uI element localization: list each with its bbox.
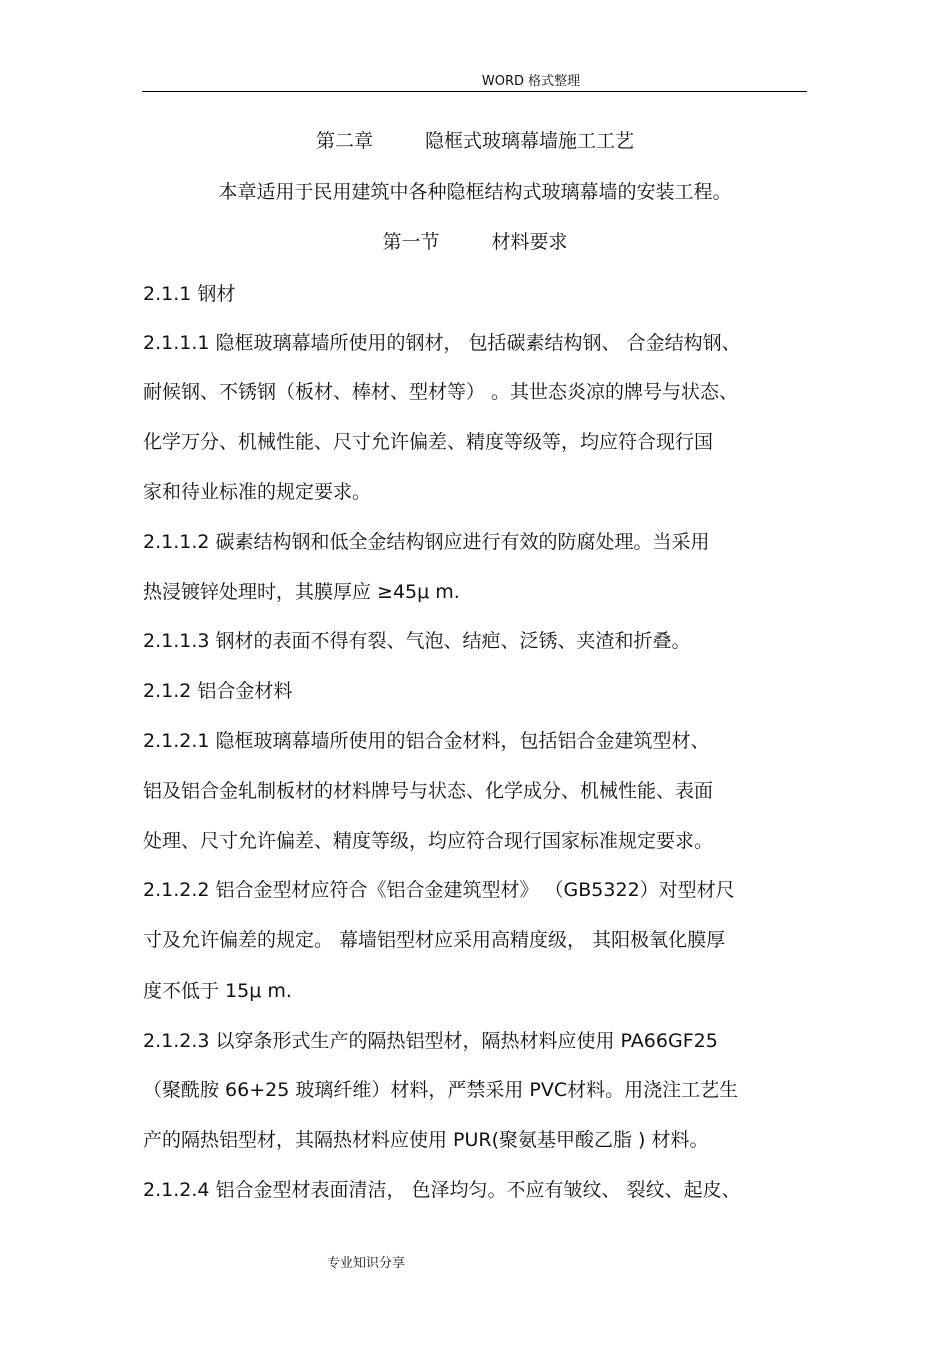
text-line: 2.1.1.3 钢材的表面不得有裂、气泡、结疤、泛锈、夹渣和折叠。 [143, 630, 691, 652]
text-line: 2.1.2 铝合金材料 [143, 680, 293, 702]
section-title [0, 230, 950, 254]
text-line: 2.1.2.3 以穿条形式生产的隔热铝型材，隔热材料应使用 PA66GF25 [143, 1030, 718, 1052]
text-line: 家和待业标准的规定要求。 [143, 481, 372, 503]
page-footer: 专业知识分享 [327, 1256, 406, 1271]
text-line: （聚酰胺 66+25 玻璃纤维）材料，严禁采用 PVC材料。用浇注工艺生 [143, 1079, 739, 1101]
text-line: 处理、尺寸允许偏差、精度等级，均应符合现行国家标准规定要求。 [143, 830, 714, 852]
intro-paragraph: 本章适用于民用建筑中各种隐框结构式玻璃幕墙的安装工程。 [218, 181, 732, 203]
chapter-number: 第二章 [315, 130, 373, 152]
header-text: WORD 格式整理 [481, 74, 581, 89]
text-line: 化学万分、机械性能、尺寸允许偏差、精度等级等，均应符合现行国 [143, 431, 714, 453]
text-line: 产的隔热铝型材，其隔热材料应使用 PUR(聚氨基甲酸乙脂 ) 材料。 [143, 1129, 709, 1151]
text-line: 热浸镀锌处理时，其膜厚应 ≥45μ m. [143, 581, 460, 603]
text-line: 寸及允许偏差的规定。 幕墙铝型材应采用高精度级， 其阳极氧化膜厚 [143, 929, 726, 951]
text-line: 2.1.1.1 隐框玻璃幕墙所使用的钢材， 包括碳素结构钢、 合金结构钢、 [143, 332, 741, 354]
text-line: 铝及铝合金轧制板材的材料牌号与状态、化学成分、机械性能、表面 [143, 780, 714, 802]
text-line: 耐候钢、不锈钢（板材、棒材、型材等） 。其世态炎凉的牌号与状态、 [143, 381, 739, 403]
text-line: 2.1.1 钢材 [143, 283, 236, 305]
page-header [0, 70, 950, 89]
chapter-title [0, 129, 950, 153]
text-line: 2.1.2.1 隐框玻璃幕墙所使用的铝合金材料，包括铝合金建筑型材、 [143, 730, 710, 752]
chapter-name: 隐框式玻璃幕墙施工工艺 [425, 130, 635, 152]
section-number: 第一节 [382, 231, 440, 253]
text-line: 2.1.2.2 铝合金型材应符合《铝合金建筑型材》 （GB5322）对型材尺 [143, 879, 735, 901]
header-rule [142, 91, 807, 92]
text-line: 度不低于 15μ m. [143, 980, 292, 1002]
section-name: 材料要求 [491, 231, 568, 253]
text-line: 2.1.2.4 铝合金型材表面清洁， 色泽均匀。不应有皱纹、 裂纹、起皮、 [143, 1179, 741, 1201]
text-line: 2.1.1.2 碳素结构钢和低全金结构钢应进行有效的防腐处理。当采用 [143, 531, 710, 553]
